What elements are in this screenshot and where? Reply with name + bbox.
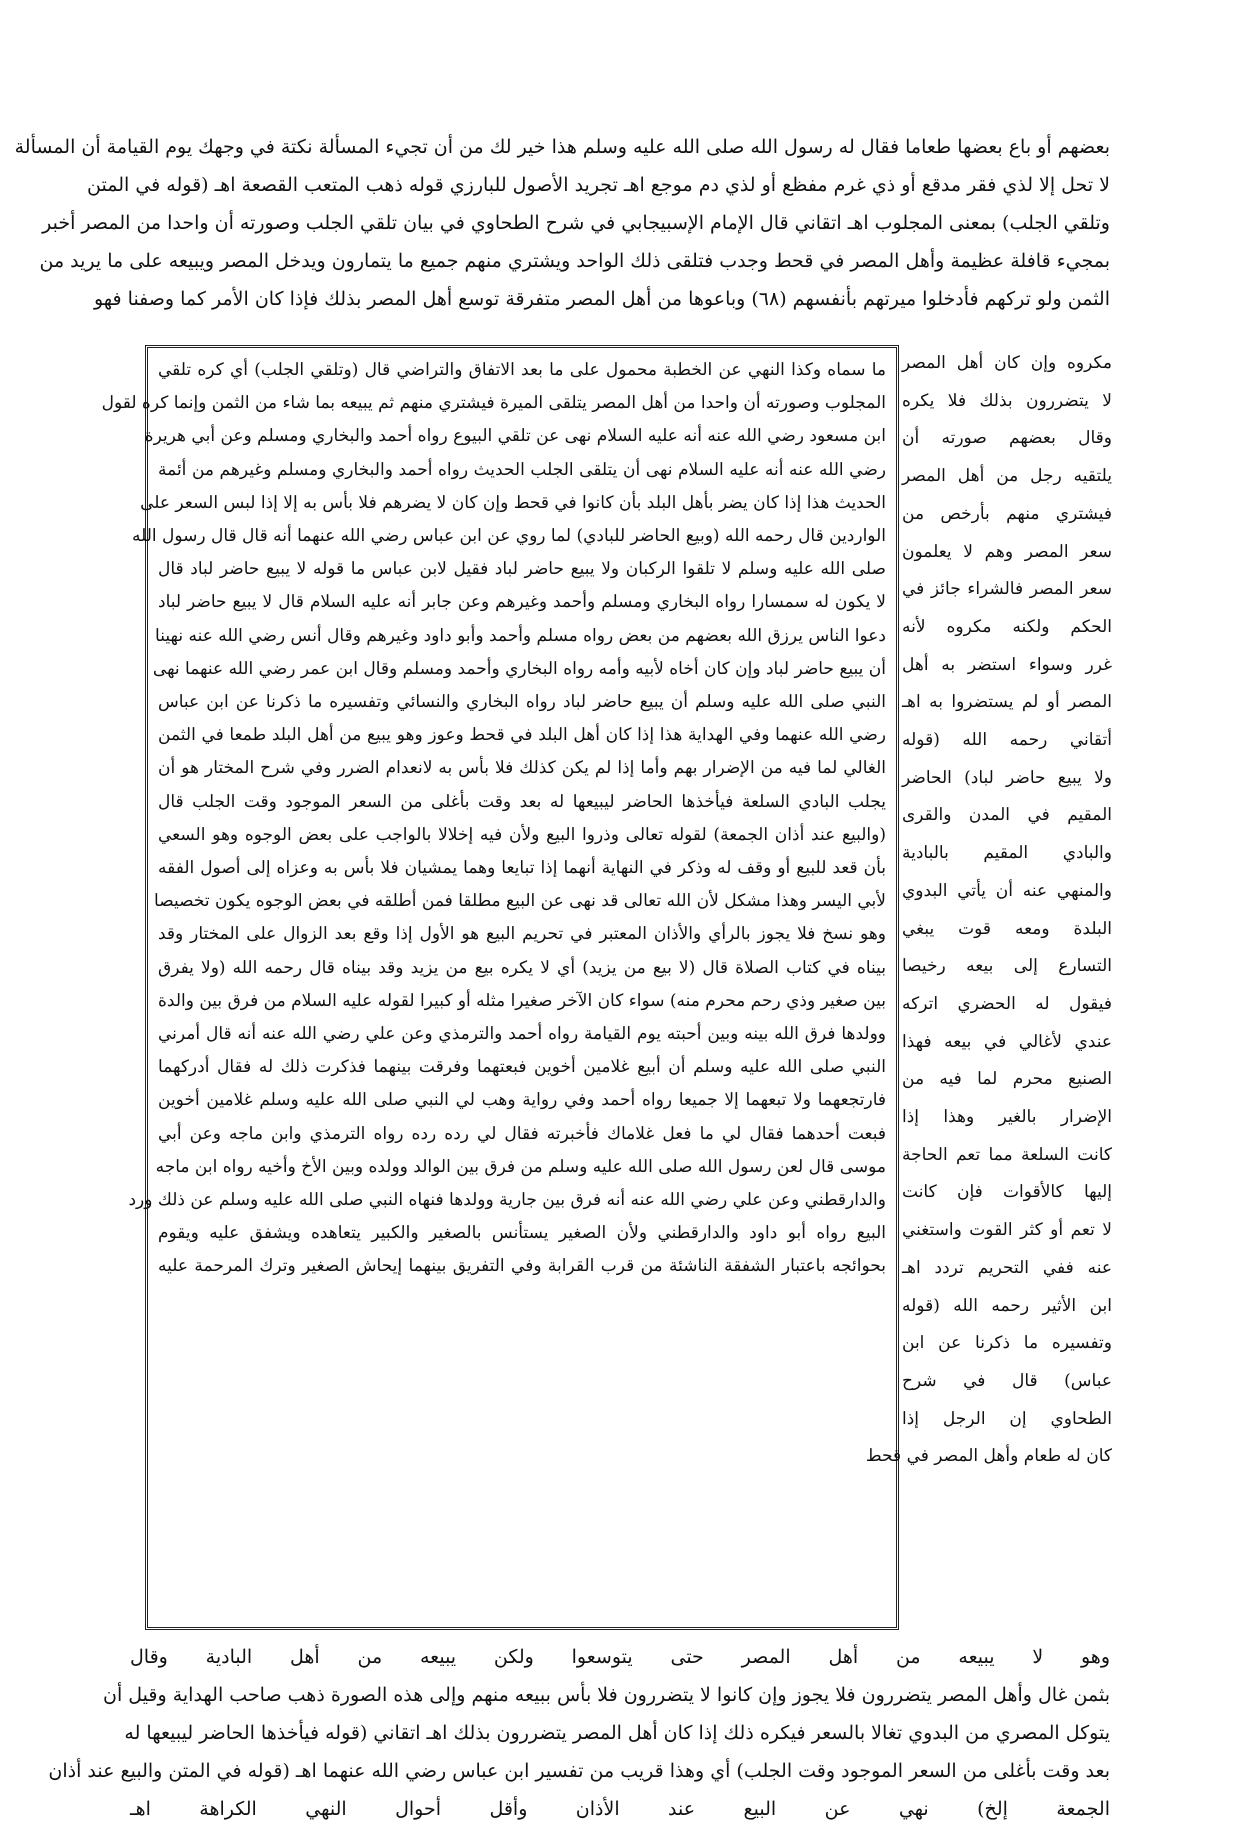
- margin-line: مكروه وإن كان أهل المصر: [902, 353, 1112, 373]
- text-line: لا تحل إلا لذي فقر مدقع أو ذي غرم مفظع أو لذي دم موجع اهـ تجريد الأصول للبارزي قوله ذهب المتعب القصعة اهـ (قوله في المتن: [87, 174, 1110, 196]
- main-text-frame: [101, 345, 899, 1630]
- text-line: البيع رواه أبو داود والدارقطني ولأن الصغير يستأنس بالصغير والكبير يتعاهده ويشفق عليه ويقوم: [158, 1223, 886, 1244]
- text-line: صلى الله عليه وسلم لا تلقوا الركبان ولا يبيع حاضر لباد فقيل لابن عباس ما قوله لا يبيع حاضر لباد قال: [158, 559, 886, 580]
- margin-line: إليها كالأقوات فإن كانت: [902, 1182, 1112, 1203]
- margin-line: التسارع إلى بيعه رخيصا: [902, 956, 1112, 977]
- margin-line: سعر المصر فالشراء جائز في: [902, 579, 1112, 600]
- text-line: رضي الله عنه أنه عليه السلام نهى أن يتلقى الجلب الحديث رواه أحمد والبخاري ومسلم وغيرهم من أئمة: [158, 459, 886, 480]
- margin-line: عنه ففي التحريم تردد اهـ: [902, 1257, 1112, 1278]
- margin-line: عندي لأغالي في بيعه فهذا: [902, 1031, 1112, 1052]
- margin-line: لا يتضررون بذلك فلا يكره: [902, 390, 1112, 411]
- margin-line: وتفسيره ما ذكرنا عن ابن: [902, 1333, 1112, 1354]
- margin-line: سعر المصر وهم لا يعلمون: [902, 541, 1112, 562]
- margin-line: ابن الأثير رحمه الله (قوله: [902, 1295, 1112, 1316]
- text-line: يجلب البادي السلعة فيأخذها الحاضر ليبيعها له بعد وقت بأغلى من السعر الموجود وقت الجلب قال: [158, 791, 886, 812]
- margin-line: أتقاني رحمه الله (قوله: [902, 730, 1112, 751]
- margin-line: ولا يبيع حاضر لباد) الحاضر: [902, 767, 1112, 788]
- text-line: الواردين قال رحمه الله (وبيع الحاضر للبادي) لما روي عن ابن عباس رضي الله عنهما أنه قال قال رسول الله: [131, 526, 886, 547]
- margin-line: غرر وسواء استضر به أهل: [902, 654, 1112, 675]
- text-line: الثمن ولو تركهم فأدخلوا ميرتهم بأنفسهم (٦٨) وباعوها من أهل المصر متفرقة توسع أهل المصر بذلك فإذا كان الأمر كما وصفنا فهو: [93, 288, 1110, 310]
- text-line: رضي الله عنهما وفي الهداية هذا إذا كان أهل البلد في قحط وعوز وهو يبيع من أهل البلد طمعا في الثمن: [158, 725, 886, 746]
- margin-line: البلدة ومعه قوت يبغي: [902, 918, 1112, 939]
- margin-line: والبادي المقيم بالبادية: [902, 843, 1112, 864]
- text-line: موسى قال لعن رسول الله صلى الله عليه وسلم من فرق بين الوالد وولده وبين الأخ وأخيه رواه ابن ماجه: [155, 1156, 886, 1177]
- text-line: الحديث هذا إذا كان يضر بأهل البلد بأن كانوا في قحط وإن كان لا يضرهم فلا بأس به إلا إذا لبس السعر على: [140, 492, 886, 513]
- margin-line: لا تعم أو كثر القوت واستغني: [902, 1220, 1112, 1241]
- text-line: وهو لا يبيعه من أهل المصر حتى يتوسعوا ولكن يبيعه من أهل البادية وقال: [130, 1646, 1110, 1668]
- margin-line: والمنهي عنه أن يأتي البدوي: [902, 880, 1112, 901]
- margin-line: كان له طعام وأهل المصر في قحط: [865, 1446, 1112, 1467]
- text-line: ما سماه وكذا النهي عن الخطبة محمول على ما بعد الاتفاق والتراضي قال (وتلقي الجلب) أي كره تلقي: [158, 360, 886, 380]
- bottom-text-block: [48, 1638, 1110, 1828]
- text-line: بيناه في كتاب الصلاة قال (لا بيع من يزيد) أي لا يكره بيع من يزيد وقد بيناه قال رحمه الله (ولا يفرق: [158, 957, 886, 978]
- margin-commentary: [865, 345, 1112, 1630]
- margin-line: كانت السلعة مما تعم الحاجة: [902, 1144, 1112, 1165]
- text-line: النبي صلى الله عليه وسلم أن يبيع حاضر لباد رواه البخاري والنسائي وتفسيره ما ذكرنا عن ابن عباس: [158, 692, 886, 713]
- text-line: لأبي اليسر وهذا مشكل لأن الله تعالى قد نهى عن البيع مطلقا فمن أطلقه في بعض الوجوه يكون تخصيصا: [154, 891, 886, 912]
- text-line: الجمعة إلخ) نهي عن البيع عند الأذان وأقل أحوال النهي الكراهة اهـ: [130, 1798, 1110, 1820]
- margin-line: فيشتري منهم بأرخص من: [902, 503, 1112, 524]
- text-line: الغالي لما فيه من الإضرار بهم وأما إذا لم يكن كذلك فلا بأس به لانعدام الضرر وفي شرح المختار هو أن: [158, 758, 886, 779]
- text-line: ابن مسعود رضي الله عنه أنه عليه السلام نهى عن تلقي البيوع رواه أحمد والبخاري ومسلم وعن أبي هريرة: [144, 426, 886, 447]
- text-line: وتلقي الجلب) بمعنى المجلوب اهـ اتقاني قال الإمام الإسبيجابي في شرح الطحاوي في بيان تلقي الجلب وصورته أن واحدا من المصر أخبر: [42, 212, 1110, 234]
- margin-line: الحكم ولكنه مكروه لأنه: [902, 616, 1112, 637]
- text-line: وولدها فرق الله بينه وبين أحبته يوم القيامة رواه أحمد والترمذي وعن علي رضي الله عنه أنه قال أمرني: [158, 1024, 886, 1045]
- text-line: فارتجعهما ولا تبعهما إلا جميعا رواه أحمد وفي رواية وهب لي النبي صلى الله عليه وسلم غلامين أخوين: [158, 1090, 886, 1111]
- margin-line: فيقول له الحضري اتركه: [902, 993, 1112, 1014]
- text-line: المجلوب وصورته أن واحدا من أهل المصر يتلقى الميرة فيشتري منهم ثم يبيعه بما شاء من الثمن وإنما كره لقول: [101, 393, 886, 414]
- text-line: يتوكل المصري من البدوي تغالا بالسعر فيكره ذلك إذا كان أهل المصر يتضررون بذلك اهـ اتقاني (قوله فيأخذها الحاضر ليبيعها له: [124, 1722, 1110, 1744]
- text-line: بعضهم أو باع بعضها طعاما فقال له رسول الله صلى الله عليه وسلم هذا خير لك من أن تجيء المسألة نكتة في وجهك يوم القيامة أن المسألة: [14, 136, 1110, 158]
- margin-line: الإضرار بالغير وهذا إذا: [902, 1107, 1112, 1128]
- text-line: (والبيع عند أذان الجمعة) لقوله تعالى وذروا البيع ولأن فيه إخلالا بالواجب على بعض الوجوه وهو السعي: [158, 824, 886, 845]
- text-line: أن يبيع حاضر لباد وإن كان أخاه لأبيه وأمه رواه البخاري وأحمد ومسلم وقال ابن عمر رضي الله عنهما نهى: [152, 658, 886, 679]
- text-line: دعوا الناس يرزق الله بعضهم من بعض رواه مسلم وأحمد وأبو داود وغيرهم وقال أنس رضي الله عنه نهينا: [155, 625, 886, 646]
- text-line: بمجيء قافلة عظيمة وأهل المصر في قحط وجدب فتلقى ذلك الواحد ويشتري منهم جميع ما يتمارون ويدخل المصر ويبيعه على ما يريد من: [39, 250, 1110, 272]
- margin-line: عباس) قال في شرح: [902, 1370, 1112, 1391]
- text-line: بأن قعد للبيع أو وقف له وذكر في النهاية أنهما إذا تبايعا وهما يمشيان فلا بأس به وعزاه إلى أصول الفقه: [158, 858, 886, 879]
- margin-line: وقال بعضهم صورته أن: [902, 428, 1112, 449]
- text-line: لا يكون له سمسارا رواه البخاري ومسلم وأحمد وغيرهم وعن جابر أنه عليه السلام قال لا يبيع حاضر لباد: [158, 592, 886, 613]
- text-line: بثمن غال وأهل المصر يتضررون فلا يجوز وإن كانوا لا يتضررون فلا بأس ببيعه منهم وإلى هذه الصورة ذهب صاحب الهداية وقيل أن: [103, 1684, 1110, 1706]
- text-line: والدارقطني وعن علي رضي الله عنه أنه فرق بين جارية وولدها فنهاه النبي صلى الله عليه وسلم عن ذلك ورد: [128, 1190, 886, 1211]
- text-line: بين صغير وذي رحم محرم منه) سواء كان الآخر صغيرا مثله أو كبيرا لقوله عليه السلام من فرق بين والدة: [158, 990, 886, 1011]
- text-line: بعد وقت بأغلى من السعر الموجود وقت الجلب) أي وهذا قريب من تفسير ابن عباس رضي الله عنهما اهـ (قوله في المتن والبيع عند أذان: [48, 1760, 1110, 1782]
- text-line: فبعت أحدهما فقال لي ما فعل غلاماك فأخبرته فقال لي رده رده رواه الترمذي وابن ماجه وعن أبي: [158, 1123, 886, 1144]
- text-line: وهو نسخ فلا يجوز بالرأي والأذان المعتبر في تحريم البيع هو الأول إذا وقع بعد الزوال على المختار وقد: [158, 924, 886, 945]
- margin-line: المصر أو لم يستضروا به اهـ: [902, 692, 1112, 713]
- margin-line: الطحاوي إن الرجل إذا: [902, 1408, 1112, 1429]
- margin-line: الصنيع محرم لما فيه من: [902, 1069, 1112, 1090]
- text-line: النبي صلى الله عليه وسلم أن أبيع غلامين أخوين فبعتهما وفرقت بينهما فذكرت ذلك له فقال أدركهما: [158, 1057, 886, 1078]
- text-line: بحوائجه باعتبار الشفقة الناشئة من قرب القرابة وفي التفريق بينهما إيحاش الصغير وترك المرحمة عليه: [158, 1256, 886, 1277]
- top-text-block: [14, 128, 1110, 318]
- margin-line: يلتقيه رجل من أهل المصر: [902, 466, 1112, 487]
- margin-line: المقيم في المدن والقرى: [902, 805, 1112, 826]
